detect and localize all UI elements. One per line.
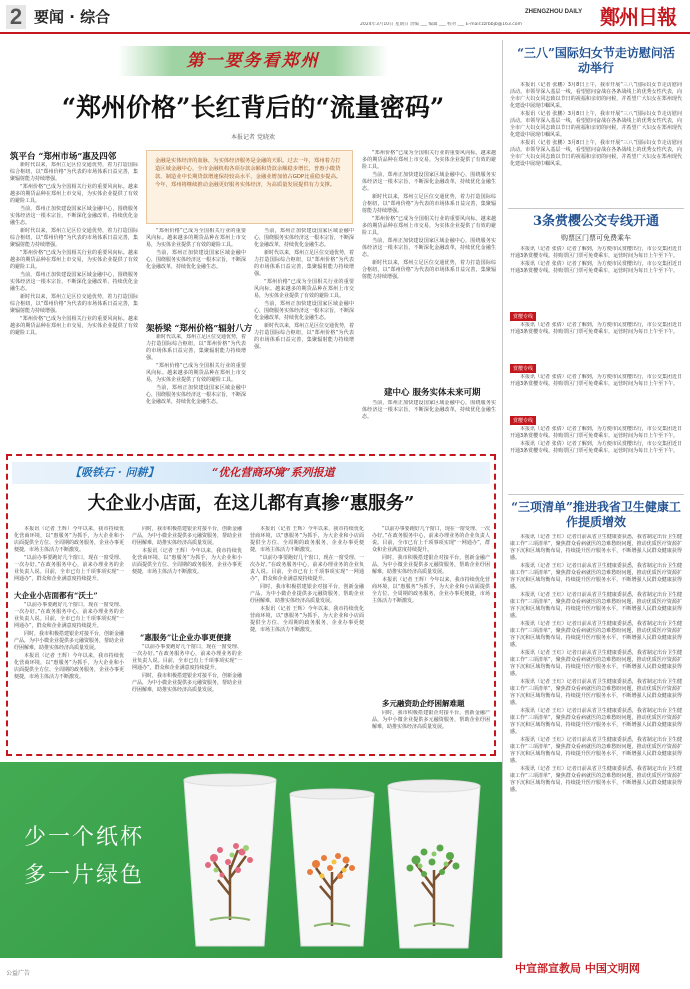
body-paragraph: “郑州价格”已成为全国相关行业的重要风向标。越来越多的期货品种在郑州上市交易，为实体企业提供了有效的避险工具。 bbox=[10, 316, 138, 336]
paper-logo: 鄭州日報 bbox=[600, 5, 676, 29]
body-paragraph: “以前办事要跑好几个窗口，现在一窗受理、一次办好。”在政务服务中心，前来办理业务的企业负责人说。目前，全市已有上千项事项实现“一网通办”，群众和企业满意度持续提升。 bbox=[14, 555, 124, 582]
body-paragraph: 新时代以来，郑州立足区位交通优势，着力打造国际综合枢纽，以“郑州价格”为代表的市场体系日益完善，集聚辐射能力持续增强。 bbox=[254, 250, 354, 277]
body-paragraph: 同时，我市积极搭建银企对接平台，创新金融产品，为中小微企业提供多元融资服务，帮助企业纾困解难，助推实体经济高质量发展。 bbox=[132, 526, 242, 546]
column-1 bbox=[10, 162, 138, 448]
body-paragraph: “郑州价格”已成为全国相关行业的重要风向标。越来越多的期货品种在郑州上市交易，为实体企业提供了有效的避险工具。 bbox=[146, 228, 246, 248]
route-desc-1 bbox=[510, 322, 682, 362]
body-paragraph: 本报讯（记者 王红）记者日前从省卫生健康委获悉，我省制定出台卫生健康工作“三项清单”，聚焦群众看病就医的急难愁盼问题，推动优质医疗资源扩容下沉和区域均衡布局，持续提升医疗服务水平，不断增强人民群众健康获得感。 bbox=[510, 708, 682, 735]
feature-box bbox=[6, 454, 496, 756]
series-banner-text: 第一要务看郑州 bbox=[186, 51, 320, 71]
column-2 bbox=[146, 228, 246, 318]
body-paragraph: 当前，郑州正加快建设国家区域金融中心，围绕服务实体经济这一根本宗旨，不断深化金融改革，持续优化金融生态。 bbox=[10, 272, 138, 292]
public-service-ad bbox=[0, 762, 502, 958]
body-paragraph: 本报讯（记者 王红）记者日前从省卫生健康委获悉，我省制定出台卫生健康工作“三项清单”，聚焦群众看病就医的急难愁盼问题，推动优质医疗资源扩容下沉和区域均衡布局，持续提升医疗服务水平，不断增强人民群众健康获得感。 bbox=[510, 534, 682, 561]
ad-label: 公益广告 bbox=[6, 970, 31, 977]
body-paragraph: 新时代以来，郑州立足区位交通优势，着力打造国际综合枢纽，以“郑州价格”为代表的市场体系日益完善，集聚辐射能力持续增强。 bbox=[362, 260, 496, 280]
ad-credit: 中宣部宣教局 中国文明网 bbox=[515, 962, 640, 975]
body-paragraph: 本报讯（记者 王辉）今年以来，我市持续优化营商环境，以“惠服务”为抓手，为大企业和小店面提供全方位、全周期的政务服务，企业办事更便捷，市场主体活力不断激发。 bbox=[250, 526, 364, 553]
body-paragraph: “郑州价格”已成为全国相关行业的重要风向标。越来越多的期货品种在郑州上市交易，为实体企业提供了有效的避险工具。 bbox=[362, 150, 496, 170]
header-rule bbox=[0, 32, 690, 34]
body-paragraph: 当前，郑州正加快建设国家区域金融中心，围绕服务实体经济这一根本宗旨，不断深化金融改革，持续优化金融生态。 bbox=[146, 250, 246, 270]
feature-col-1 bbox=[14, 526, 124, 586]
body-paragraph: 本报讯（记者 王辉）今年以来，我市持续优化营商环境，以“惠服务”为抓手，为大企业和小店面提供全方位、全周期的政务服务，企业办事更便捷，市场主体活力不断激发。 bbox=[14, 653, 124, 680]
body-paragraph: 同时，我市积极搭建银企对接平台，创新金融产品，为中小微企业提供多元融资服务，帮助企业纾困解难，助推实体经济高质量发展。 bbox=[372, 710, 490, 730]
body-paragraph: “以前办事要跑好几个窗口，现在一窗受理、一次办好。”在政务服务中心，前来办理业务的企业负责人说。目前，全市已有上千项事项实现“一网通办”，群众和企业满意度持续提升。 bbox=[132, 644, 242, 671]
body-paragraph: 本报讯（记者 王辉）今年以来，我市持续优化营商环境，以“惠服务”为抓手，为大企业和小店面提供全方位、全周期的政务服务，企业办事更便捷，市场主体活力不断激发。 bbox=[14, 526, 124, 553]
feature-subhead-2: “惠服务”让企业办事更便捷 bbox=[140, 633, 232, 642]
body-paragraph: 本报讯（记者 王红）记者日前从省卫生健康委获悉，我省制定出台卫生健康工作“三项清单”，聚焦群众看病就医的急难愁盼问题，推动优质医疗资源扩容下沉和区域均衡布局，持续提升医疗服务水平，不断增强人民群众健康获得感。 bbox=[510, 766, 682, 793]
subhead-2: 架桥梁 “郑州价格”辐射八方 bbox=[146, 324, 253, 334]
column-4b bbox=[362, 400, 496, 448]
route-desc-3 bbox=[510, 426, 682, 492]
body-paragraph: 本报讯（记者 张鹏）3月8日上午，我市开展“三八”国际妇女节走访慰问活动。市领导深入基层一线，看望慰问奋战在各条战线上的优秀女性代表，向全市广大妇女同志致以节日的祝福和亲切的问候，并希望广大妇女在郑州现代化建设中展现巾帼风采。 bbox=[510, 82, 682, 109]
sidebar-story-2-body bbox=[510, 246, 682, 310]
summary-text: 金融是实体经济的血脉，为实体经济服务是金融的天职。过去一年，郑州着力打造区域金融中心，全市金融机构各项存款余额和贷款余额稳步增长，普惠小微贷款、制造业中长期贷款增速保持较高水平，金融业增加值占GDP比重稳步提高。今年，郑州将继续推动金融更好服务实体经济，为高质量发展提供有力支撑。 bbox=[155, 158, 342, 188]
body-paragraph: 当前，郑州正加快建设国家区域金融中心，围绕服务实体经济这一根本宗旨，不断深化金融改革，持续优化金融生态。 bbox=[254, 228, 354, 248]
sidebar-story-3-title: “三项清单”推进我省卫生健康工作提质增效 bbox=[511, 500, 681, 529]
body-paragraph: “郑州价格”已成为全国相关行业的重要风向标。越来越多的期货品种在郑州上市交易，为实体企业提供了有效的避险工具。 bbox=[146, 363, 246, 383]
series-name: “优化营商环境”系列报道 bbox=[212, 466, 335, 479]
body-paragraph: 本报讯（记者 王红）记者日前从省卫生健康委获悉，我省制定出台卫生健康工作“三项清单”，聚焦群众看病就医的急难愁盼问题，推动优质医疗资源扩容下沉和区域均衡布局，持续提升医疗服务水平，不断增强人民群众健康获得感。 bbox=[510, 650, 682, 677]
route-label-2: 赏樱专线 bbox=[510, 364, 536, 373]
feature-headline: 大企业小店面，在这儿都有真掺“惠服务” bbox=[87, 493, 415, 514]
column-3 bbox=[254, 228, 354, 448]
body-paragraph: 当前，郑州正加快建设国家区域金融中心，围绕服务实体经济这一根本宗旨，不断深化金融改革，持续优化金融生态。 bbox=[10, 206, 138, 226]
body-paragraph: 本报讯（记者 张倩）记者了解到，为方便市民赏樱出行，市公交集团近日开通3条赏樱专线。持购票区门票可免费乘车，运营时间为每日上午至下午。 bbox=[510, 374, 682, 387]
feature-col-4b bbox=[372, 710, 490, 752]
header-info: 2024年3月10日 星期日 责编 ___ 编辑 ___ 校对 ___ E-mail:zzrbbjb@163.com bbox=[360, 22, 522, 27]
body-paragraph: 当前，郑州正加快建设国家区域金融中心，围绕服务实体经济这一根本宗旨，不断深化金融改革，持续优化金融生态。 bbox=[362, 172, 496, 192]
body-paragraph: “以前办事要跑好几个窗口，现在一窗受理、一次办好。”在政务服务中心，前来办理业务的企业负责人说。目前，全市已有上千项事项实现“一网通办”，群众和企业满意度持续提升。 bbox=[372, 526, 490, 553]
body-paragraph: “郑州价格”已成为全国相关行业的重要风向标。越来越多的期货品种在郑州上市交易，为实体企业提供了有效的避险工具。 bbox=[254, 279, 354, 299]
route-label-3: 赏樱专线 bbox=[510, 416, 536, 425]
summary-box bbox=[146, 150, 353, 224]
route-desc-2 bbox=[510, 374, 682, 414]
feature-col-3 bbox=[250, 526, 364, 752]
ad-slogan-1: 少一个纸杯 bbox=[24, 825, 145, 850]
feature-subhead-3: 多元融资助企纾困解难题 bbox=[382, 699, 465, 708]
sidebar-story-1-title: “三八”国际妇女节走访慰问活动举行 bbox=[517, 46, 675, 75]
sidebar bbox=[508, 40, 684, 958]
feature-col-2 bbox=[132, 526, 242, 630]
body-paragraph: 当前，郑州正加快建设国家区域金融中心，围绕服务实体经济这一根本宗旨，不断深化金融改革，持续优化金融生态。 bbox=[146, 385, 246, 405]
headline: “郑州价格”长红背后的“流量密码” bbox=[61, 93, 445, 122]
column-2b bbox=[146, 334, 246, 448]
body-paragraph: “郑州价格”已成为全国相关行业的重要风向标。越来越多的期货品种在郑州上市交易，为实体企业提供了有效的避险工具。 bbox=[10, 250, 138, 270]
subhead-1: 筑平台 “郑州市场”惠及四邻 bbox=[10, 152, 117, 162]
column-4 bbox=[362, 150, 496, 382]
body-paragraph: 本报讯（记者 王红）记者日前从省卫生健康委获悉，我省制定出台卫生健康工作“三项清单”，聚焦群众看病就医的急难愁盼问题，推动优质医疗资源扩容下沉和区域均衡布局，持续提升医疗服务水平，不断增强人民群众健康获得感。 bbox=[510, 679, 682, 706]
page-number: 2 bbox=[6, 5, 26, 29]
body-paragraph: 本报讯（记者 张倩）记者了解到，为方便市民赏樱出行，市公交集团近日开通3条赏樱专线。持购票区门票可免费乘车，运营时间为每日上午至下午。 bbox=[510, 322, 682, 335]
body-paragraph: 同时，我市积极搭建银企对接平台，创新金融产品，为中小微企业提供多元融资服务，帮助企业纾困解难，助推实体经济高质量发展。 bbox=[372, 555, 490, 575]
paper-cup-illustration bbox=[384, 776, 484, 952]
body-paragraph: “郑州价格”已成为全国相关行业的重要风向标。越来越多的期货品种在郑州上市交易，为实体企业提供了有效的避险工具。 bbox=[10, 184, 138, 204]
paper-cup-illustration bbox=[286, 786, 378, 950]
body-paragraph: 本报讯（记者 张倩）记者了解到，为方便市民赏樱出行，市公交集团近日开通3条赏樱专线。持购票区门票可免费乘车，运营时间为每日上午至下午。 bbox=[510, 261, 682, 274]
body-paragraph: 同时，我市积极搭建银企对接平台，创新金融产品，为中小微企业提供多元融资服务，帮助企业纾困解难，助推实体经济高质量发展。 bbox=[250, 584, 364, 604]
body-paragraph: 新时代以来，郑州立足区位交通优势，着力打造国际综合枢纽，以“郑州价格”为代表的市场体系日益完善，集聚辐射能力持续增强。 bbox=[146, 334, 246, 361]
sidebar-divider bbox=[508, 494, 684, 495]
sidebar-story-2-title: 3条赏樱公交专线开通 bbox=[532, 214, 660, 229]
route-label-1: 赏樱专线 bbox=[510, 312, 536, 321]
body-paragraph: 当前，郑州正加快建设国家区域金融中心，围绕服务实体经济这一根本宗旨，不断深化金融改革，持续优化金融生态。 bbox=[362, 400, 496, 420]
body-paragraph: 新时代以来，郑州立足区位交通优势，着力打造国际综合枢纽，以“郑州价格”为代表的市场体系日益完善，集聚辐射能力持续增强。 bbox=[362, 194, 496, 214]
byline: 本报记者 党晓欢 bbox=[231, 134, 275, 141]
series-tag: 【吸铁石 · 问耕】 bbox=[70, 466, 159, 479]
body-paragraph: 本报讯（记者 王红）记者日前从省卫生健康委获悉，我省制定出台卫生健康工作“三项清单”，聚焦群众看病就医的急难愁盼问题，推动优质医疗资源扩容下沉和区域均衡布局，持续提升医疗服务水平，不断增强人民群众健康获得感。 bbox=[510, 621, 682, 648]
body-paragraph: 新时代以来，郑州立足区位交通优势，着力打造国际综合枢纽，以“郑州价格”为代表的市场体系日益完善，集聚辐射能力持续增强。 bbox=[10, 228, 138, 248]
sidebar-story-1-body bbox=[510, 82, 682, 202]
section-title: 要闻 · 综合 bbox=[34, 8, 111, 26]
body-paragraph: 同时，我市积极搭建银企对接平台，创新金融产品，为中小微企业提供多元融资服务，帮助企业纾困解难，助推实体经济高质量发展。 bbox=[132, 673, 242, 693]
main-story bbox=[8, 40, 498, 448]
sidebar-divider bbox=[508, 208, 684, 209]
body-paragraph: “郑州价格”已成为全国相关行业的重要风向标。越来越多的期货品种在郑州上市交易，为实体企业提供了有效的避险工具。 bbox=[362, 216, 496, 236]
feature-subhead-1: 大企业小店面都有“沃土” bbox=[14, 591, 98, 600]
body-paragraph: 本报讯（记者 王红）记者日前从省卫生健康委获悉，我省制定出台卫生健康工作“三项清单”，聚焦群众看病就医的急难愁盼问题，推动优质医疗资源扩容下沉和区域均衡布局，持续提升医疗服务水平，不断增强人民群众健康获得感。 bbox=[510, 592, 682, 619]
body-paragraph: 新时代以来，郑州立足区位交通优势，着力打造国际综合枢纽，以“郑州价格”为代表的市场体系日益完善，集聚辐射能力持续增强。 bbox=[254, 323, 354, 350]
series-banner bbox=[118, 46, 388, 76]
body-paragraph: 本报讯（记者 王辉）今年以来，我市持续优化营商环境，以“惠服务”为抓手，为大企业和小店面提供全方位、全周期的政务服务，企业办事更便捷，市场主体活力不断激发。 bbox=[132, 548, 242, 575]
body-paragraph: 同时，我市积极搭建银企对接平台，创新金融产品，为中小微企业提供多元融资服务，帮助企业纾困解难，助推实体经济高质量发展。 bbox=[14, 631, 124, 651]
body-paragraph: 本报讯（记者 张倩）记者了解到，为方便市民赏樱出行，市公交集团近日开通3条赏樱专线。持购票区门票可免费乘车，运营时间为每日上午至下午。 bbox=[510, 441, 682, 454]
feature-banner bbox=[12, 462, 490, 484]
body-paragraph: 本报讯（记者 王红）记者日前从省卫生健康委获悉，我省制定出台卫生健康工作“三项清单”，聚焦群众看病就医的急难愁盼问题，推动优质医疗资源扩容下沉和区域均衡布局，持续提升医疗服务水平，不断增强人民群众健康获得感。 bbox=[510, 563, 682, 590]
body-paragraph: 本报讯（记者 王辉）今年以来，我市持续优化营商环境，以“惠服务”为抓手，为大企业和小店面提供全方位、全周期的政务服务，企业办事更便捷，市场主体活力不断激发。 bbox=[372, 577, 490, 604]
body-paragraph: “以前办事要跑好几个窗口，现在一窗受理、一次办好。”在政务服务中心，前来办理业务的企业负责人说。目前，全市已有上千项事项实现“一网通办”，群众和企业满意度持续提升。 bbox=[14, 602, 124, 629]
body-paragraph: 本报讯（记者 张倩）记者了解到，为方便市民赏樱出行，市公交集团近日开通3条赏樱专线。持购票区门票可免费乘车，运营时间为每日上午至下午。 bbox=[510, 246, 682, 259]
body-paragraph: 当前，郑州正加快建设国家区域金融中心，围绕服务实体经济这一根本宗旨，不断深化金融改革，持续优化金融生态。 bbox=[362, 238, 496, 258]
sidebar-story-3-body bbox=[510, 534, 682, 958]
body-paragraph: 当前，郑州正加快建设国家区域金融中心，围绕服务实体经济这一根本宗旨，不断深化金融改革，持续优化金融生态。 bbox=[254, 301, 354, 321]
body-paragraph: 新时代以来，郑州立足区位交通优势，着力打造国际综合枢纽，以“郑州价格”为代表的市场体系日益完善，集聚辐射能力持续增强。 bbox=[10, 162, 138, 182]
subhead-3: 建中心 服务实体未来可期 bbox=[384, 388, 481, 398]
body-paragraph: 新时代以来，郑州立足区位交通优势，着力打造国际综合枢纽，以“郑州价格”为代表的市场体系日益完善，集聚辐射能力持续增强。 bbox=[10, 294, 138, 314]
sidebar-story-2-sub: 购票区门票可免费乘车 bbox=[561, 234, 631, 242]
body-paragraph: 本报讯（记者 张鹏）3月8日上午，我市开展“三八”国际妇女节走访慰问活动。市领导深入基层一线，看望慰问奋战在各条战线上的优秀女性代表，向全市广大妇女同志致以节日的祝福和亲切的问候，并希望广大妇女在郑州现代化建设中展现巾帼风采。 bbox=[510, 111, 682, 138]
column-divider bbox=[502, 40, 503, 958]
feature-col-1b bbox=[14, 602, 124, 752]
body-paragraph: 本报讯（记者 王辉）今年以来，我市持续优化营商环境，以“惠服务”为抓手，为大企业和小店面提供全方位、全周期的政务服务，企业办事更便捷，市场主体活力不断激发。 bbox=[250, 606, 364, 633]
body-paragraph: 本报讯（记者 张鹏）3月8日上午，我市开展“三八”国际妇女节走访慰问活动。市领导深入基层一线，看望慰问奋战在各条战线上的优秀女性代表，向全市广大妇女同志致以节日的祝福和亲切的问候，并希望广大妇女在郑州现代化建设中展现巾帼风采。 bbox=[510, 140, 682, 167]
ad-slogan-2: 多一片绿色 bbox=[24, 863, 145, 888]
feature-col-4 bbox=[372, 526, 490, 696]
body-paragraph: 本报讯（记者 张倩）记者了解到，为方便市民赏樱出行，市公交集团近日开通3条赏樱专线。持购票区门票可免费乘车，运营时间为每日上午至下午。 bbox=[510, 426, 682, 439]
paper-name-en: ZHENGZHOU DAILY bbox=[525, 9, 583, 15]
body-paragraph: “以前办事要跑好几个窗口，现在一窗受理、一次办好。”在政务服务中心，前来办理业务的企业负责人说。目前，全市已有上千项事项实现“一网通办”，群众和企业满意度持续提升。 bbox=[250, 555, 364, 582]
page-header bbox=[0, 0, 690, 36]
feature-col-2b bbox=[132, 644, 242, 752]
paper-cup-illustration bbox=[180, 770, 280, 950]
body-paragraph: 本报讯（记者 王红）记者日前从省卫生健康委获悉，我省制定出台卫生健康工作“三项清单”，聚焦群众看病就医的急难愁盼问题，推动优质医疗资源扩容下沉和区域均衡布局，持续提升医疗服务水平，不断增强人民群众健康获得感。 bbox=[510, 737, 682, 764]
